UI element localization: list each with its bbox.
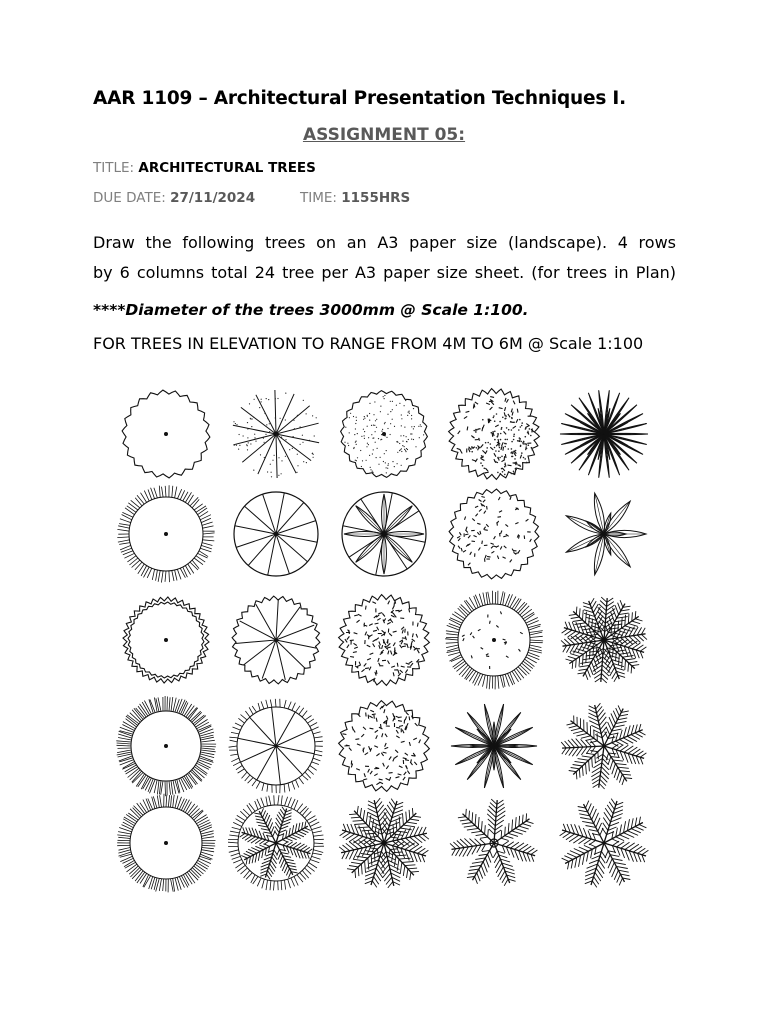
fringed-ring-tree-icon [116,696,216,796]
frond-star-tree-icon [450,799,537,886]
pointed-leaf-tree-icon [451,704,537,788]
stippled-tree-icon [341,391,428,478]
instructions-paragraph [93,228,676,288]
radial-lines-tree-icon [233,390,319,478]
assignment-heading: ASSIGNMENT 05: [302,125,466,145]
dense-texture-tree-icon [339,595,430,686]
palm-leaf-tree-icon [339,798,429,888]
leaf-burst-tree-icon [560,390,648,477]
instructions-line-2: by 6 columns total 24 tree per A3 paper size sheet. (for trees in Plan) [93,263,676,282]
palm-large-tree-icon [560,799,649,888]
due-label: DUE DATE: [93,190,166,206]
shrub-texture-tree-icon [449,389,540,480]
fan-segment-tree-icon [232,596,320,684]
diameter-note: ****Diameter of the trees 3000mm @ Scale 1:100. [93,301,529,319]
instructions-line-1: Draw the following trees on an A3 paper size (landscape). 4 rows [93,233,676,252]
spoke-wheel-tree-icon [229,699,323,793]
palm-small-tree-icon [561,703,646,789]
title-value: ARCHITECTURAL TREES [138,160,316,176]
bushy-outline-tree-icon [445,591,543,690]
time-field [300,190,410,206]
spiky-ring-tree-icon [117,485,214,582]
textured-cloud-tree-icon [339,701,430,792]
wavy-outline-tree-icon [122,390,210,478]
pine-top-tree-icon [561,597,647,683]
due-value: 27/11/2024 [170,190,256,206]
fine-ring-tree-icon [117,794,215,893]
elevation-note: FOR TREES IN ELEVATION TO RANGE FROM 4M TO 6M @ Scale 1:100 [93,334,644,353]
dotted-cloud-tree-icon [449,489,539,579]
course-title: AAR 1109 – Architectural Presentation Techniques I. [93,88,626,109]
title-label: TITLE: [93,160,135,176]
broad-leaf-tree-icon [566,493,646,575]
time-value: 1155HRS [341,190,411,206]
tree-plan-figure [94,368,676,902]
time-label: TIME: [300,190,337,206]
due-line [93,190,411,206]
scalloped-ring-tree-icon [123,597,209,683]
star-segment-tree-icon [342,492,426,576]
segmented-wheel-tree-icon [234,492,318,576]
title-line [93,160,316,176]
branching-tree-icon [228,795,324,890]
